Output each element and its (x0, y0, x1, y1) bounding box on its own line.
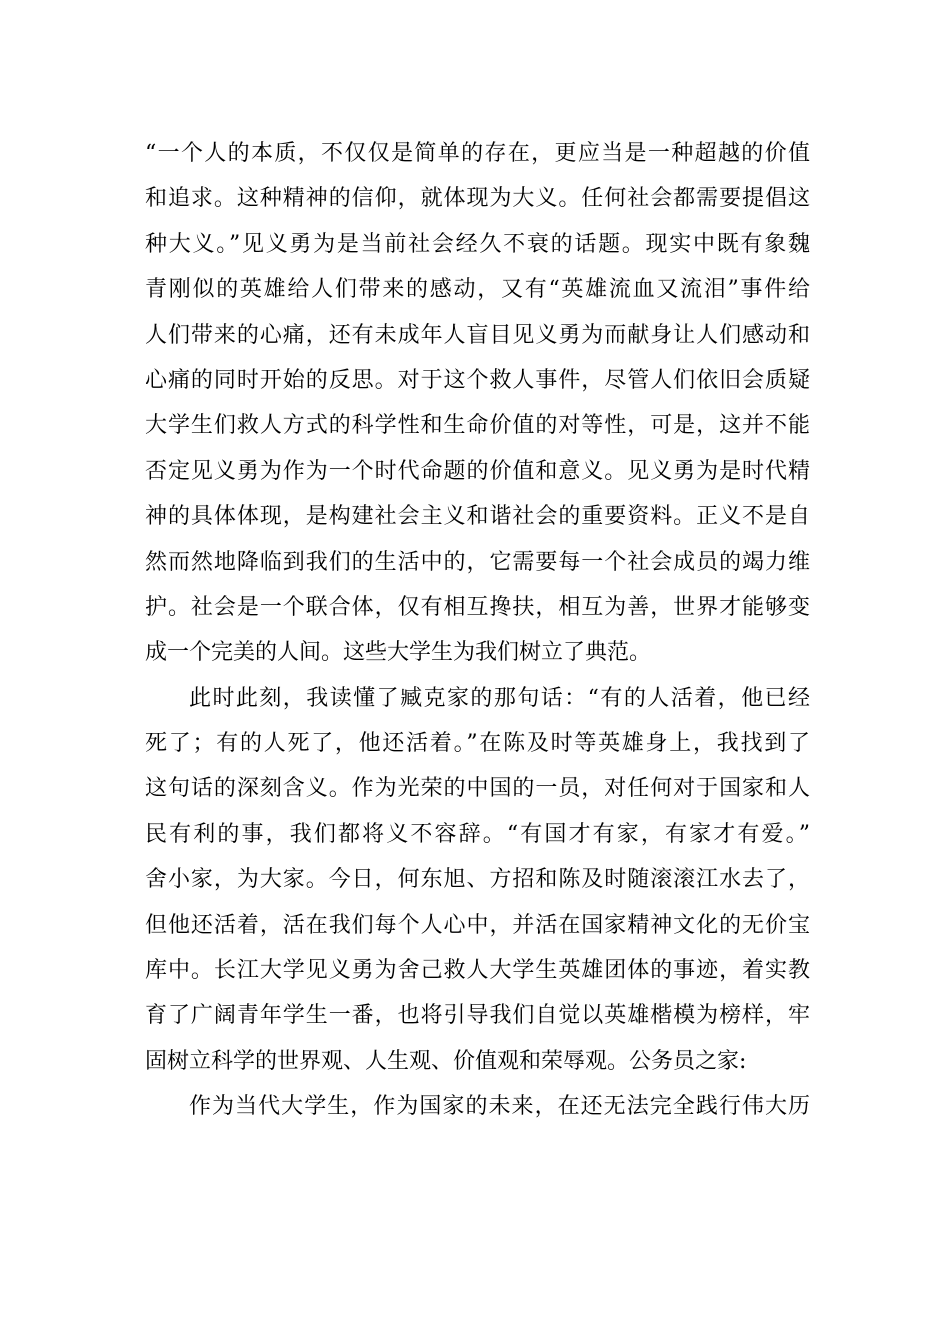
text-line: 大学生们救人方式的科学性和生命价值的对等性，可是，这并不能 (145, 413, 810, 439)
text-line: 库中。长江大学见义勇为舍己救人大学生英雄团体的事迹，着实教 (145, 958, 810, 984)
text-line: 护。社会是一个联合体，仅有相互搀扶，相互为善，世界才能够变 (145, 594, 810, 620)
text-line: 这句话的深刻含义。作为光荣的中国的一员，对任何对于国家和人 (145, 776, 810, 802)
text-line: 然而然地降临到我们的生活中的，它需要每一个社会成员的竭力维 (145, 549, 810, 575)
text-line: 死了；有的人死了，他还活着。”在陈及时等英雄身上，我找到了 (145, 731, 810, 757)
text-line: 心痛的同时开始的反思。对于这个救人事件，尽管人们依旧会质疑 (145, 367, 810, 393)
text-line: 作为当代大学生，作为国家的未来，在还无法完全践行伟大历 (189, 1094, 810, 1120)
text-line: 和追求。这种精神的信仰，就体现为大义。任何社会都需要提倡这 (145, 186, 810, 212)
text-line: 此时此刻，我读懂了臧克家的那句话：“有的人活着，他已经 (189, 685, 810, 711)
text-line: 人们带来的心痛，还有未成年人盲目见义勇为而献身让人们感动和 (145, 322, 810, 348)
text-line: 否定见义勇为作为一个时代命题的价值和意义。见义勇为是时代精 (145, 458, 810, 484)
text-line: 民有利的事，我们都将义不容辞。“有国才有家，有家才有爱。” (145, 821, 810, 847)
text-line: 神的具体体现，是构建社会主义和谐社会的重要资料。正义不是自 (145, 504, 810, 530)
text-line: 成一个完美的人间。这些大学生为我们树立了典范。 (145, 640, 652, 666)
text-line: 舍小家，为大家。今日，何东旭、方招和陈及时随滚滚江水去了， (145, 867, 810, 893)
text-line: 种大义。”见义勇为是当前社会经久不衰的话题。现实中既有象魏 (145, 231, 810, 257)
text-line: 青刚似的英雄给人们带来的感动，又有“英雄流血又流泪”事件给 (145, 277, 810, 303)
text-line: 固树立科学的世界观、人生观、价值观和荣辱观。公务员之家: (145, 1048, 747, 1074)
text-line: “一个人的本质，不仅仅是简单的存在，更应当是一种超越的价值 (145, 141, 810, 166)
text-line: 但他还活着，活在我们每个人心中，并活在国家精神文化的无价宝 (145, 912, 810, 938)
text-line: 育了广阔青年学生一番，也将引导我们自觉以英雄楷模为榜样，牢 (145, 1003, 810, 1029)
body-text (145, 131, 810, 1130)
